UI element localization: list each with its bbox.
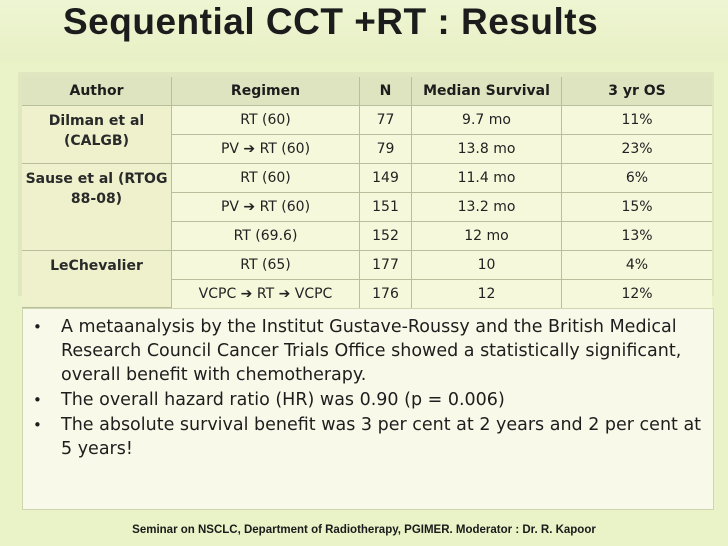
bullet-dot-icon: • [33, 416, 42, 434]
median-survival-cell: 13.2 mo [412, 193, 562, 222]
os-cell: 12% [562, 280, 712, 308]
slide-footer: Seminar on NSCLC, Department of Radiotherapy, PGIMER. Moderator : Dr. R. Kapoor [132, 524, 596, 536]
bullet-text: The overall hazard ratio (HR) was 0.90 (p = 0.006) [61, 390, 505, 410]
os-cell: 23% [562, 135, 712, 164]
n-cell: 151 [360, 193, 412, 222]
bullet-box [22, 308, 714, 510]
regimen-cell: RT (60) [172, 164, 360, 193]
table-row [22, 106, 712, 135]
header-regimen: Regimen [172, 77, 360, 106]
os-cell: 15% [562, 193, 712, 222]
author-cell: LeChevalier [22, 251, 172, 308]
bullet-text: The absolute survival benefit was 3 per cent at 2 years and 2 per cent at 5 years! [61, 415, 702, 459]
author-cell: Dilman et al (CALGB) [22, 106, 172, 164]
median-survival-cell: 12 [412, 280, 562, 308]
bullet-dot-icon: • [33, 318, 42, 336]
header-author: Author [22, 77, 172, 106]
os-cell: 11% [562, 106, 712, 135]
slide-title: Sequential CCT +RT : Results [0, 0, 728, 62]
table-header-row [22, 77, 712, 106]
n-cell: 79 [360, 135, 412, 164]
regimen-cell: PV ➔ RT (60) [172, 193, 360, 222]
median-survival-cell: 12 mo [412, 222, 562, 251]
n-cell: 177 [360, 251, 412, 280]
n-cell: 152 [360, 222, 412, 251]
regimen-cell: RT (69.6) [172, 222, 360, 251]
regimen-cell: RT (60) [172, 106, 360, 135]
median-survival-cell: 11.4 mo [412, 164, 562, 193]
results-table-container [18, 72, 714, 302]
bullet-dot-icon: • [33, 391, 42, 409]
os-cell: 4% [562, 251, 712, 280]
n-cell: 77 [360, 106, 412, 135]
os-cell: 13% [562, 222, 712, 251]
median-survival-cell: 13.8 mo [412, 135, 562, 164]
regimen-cell: RT (65) [172, 251, 360, 280]
bullet-list [23, 309, 713, 461]
table-row [22, 164, 712, 193]
bullet-item [33, 388, 703, 412]
bullet-text: A metaanalysis by the Institut Gustave-Roussy and the British Medical Research Council Cancer Trials Office showed a statistically significant, overall benefit with chemotherapy. [61, 317, 682, 385]
bullet-item [33, 413, 703, 461]
header-median-survival: Median Survival [412, 77, 562, 106]
median-survival-cell: 10 [412, 251, 562, 280]
median-survival-cell: 9.7 mo [412, 106, 562, 135]
header-n: N [360, 77, 412, 106]
bullet-item [33, 315, 703, 387]
n-cell: 149 [360, 164, 412, 193]
author-cell: Sause et al (RTOG 88-08) [22, 164, 172, 251]
n-cell: 176 [360, 280, 412, 308]
header-3yr-os: 3 yr OS [562, 77, 712, 106]
regimen-cell: VCPC ➔ RT ➔ VCPC [172, 280, 360, 308]
regimen-cell: PV ➔ RT (60) [172, 135, 360, 164]
os-cell: 6% [562, 164, 712, 193]
table-row [22, 251, 712, 280]
results-table [22, 77, 712, 308]
